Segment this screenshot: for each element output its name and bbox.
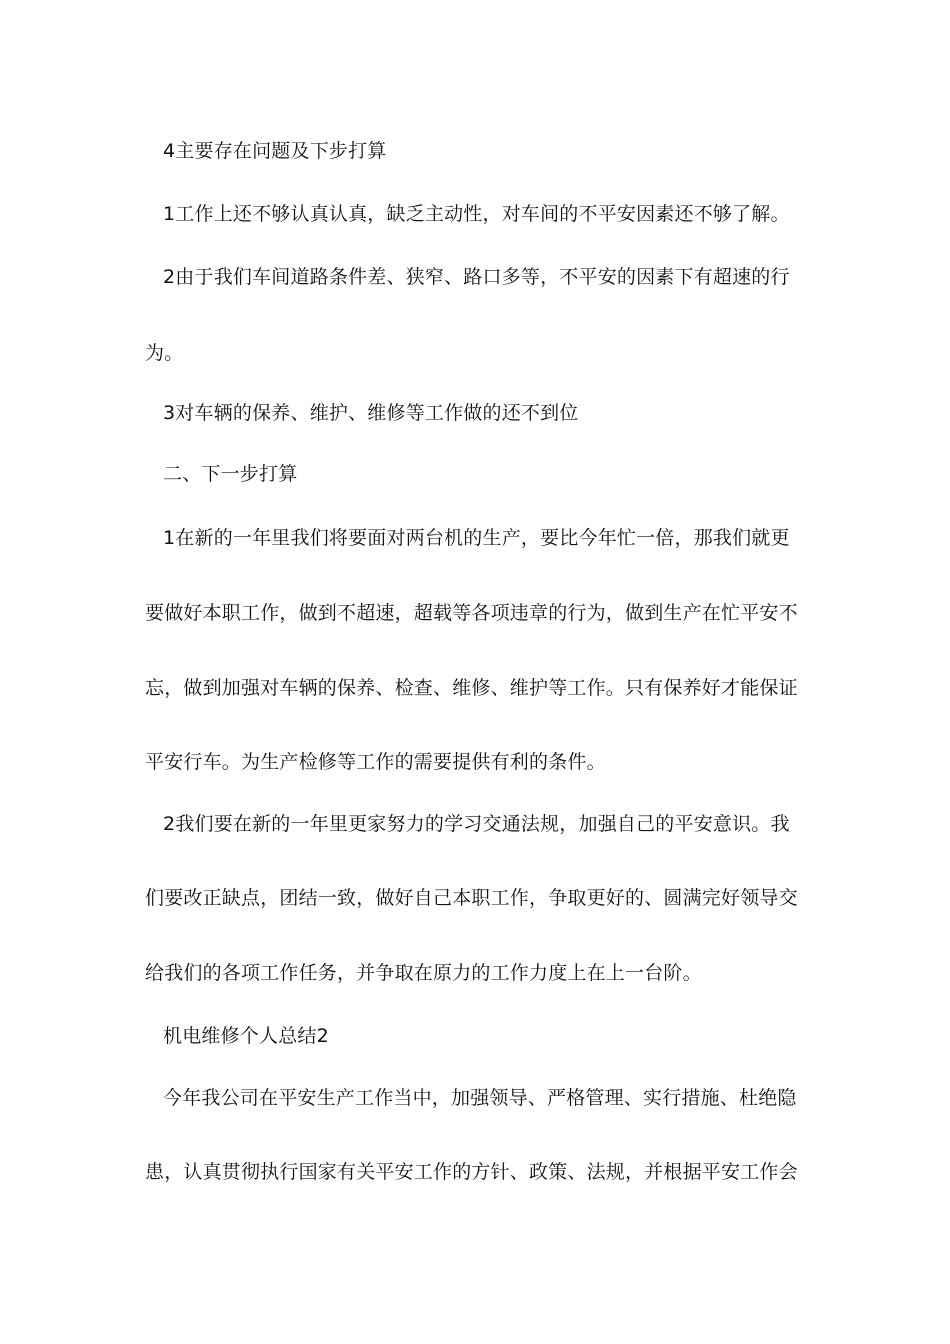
paragraph-line: 要做好本职工作，做到不超速，超载等各项违章的行为，做到生产在忙平安不 (145, 602, 798, 624)
paragraph-line: 今年我公司在平安生产工作当中，加强领导、严格管理、实行措施、杜绝隐 (163, 1087, 797, 1109)
section-heading-next-plan: 二、下一步打算 (163, 463, 298, 485)
paragraph-line: 给我们的各项工作任务，并争取在原力的工作力度上在上一台阶。 (145, 962, 702, 984)
paragraph-line: 1工作上还不够认真认真，缺乏主动性，对车间的不平安因素还不够了解。 (163, 203, 790, 225)
paragraph-line: 平安行车。为生产检修等工作的需要提供有利的条件。 (145, 751, 606, 773)
paragraph-line: 忘，做到加强对车辆的保养、检查、维修、维护等工作。只有保养好才能保证 (145, 677, 798, 699)
paragraph-line: 1在新的一年里我们将要面对两台机的生产，要比今年忙一倍，那我们就更 (163, 527, 790, 549)
paragraph-line: 为。 (145, 342, 184, 364)
paragraph-line: 2由于我们车间道路条件差、狭窄、路口多等，不平安的因素下有超速的行 (163, 266, 790, 288)
section-heading-problems: 4主要存在问题及下步打算 (163, 140, 387, 162)
article-title: 机电维修个人总结2 (163, 1025, 329, 1047)
paragraph-line: 们要改正缺点，团结一致，做好自己本职工作，争取更好的、圆满完好领导交 (145, 887, 798, 909)
paragraph-line: 2我们要在新的一年里更家努力的学习交通法规，加强自己的平安意识。我 (163, 813, 790, 835)
paragraph-line: 患，认真贯彻执行国家有关平安工作的方针、政策、法规，并根据平安工作会 (145, 1161, 798, 1183)
paragraph-line: 3对车辆的保养、维护、维修等工作做的还不到位 (163, 402, 579, 424)
